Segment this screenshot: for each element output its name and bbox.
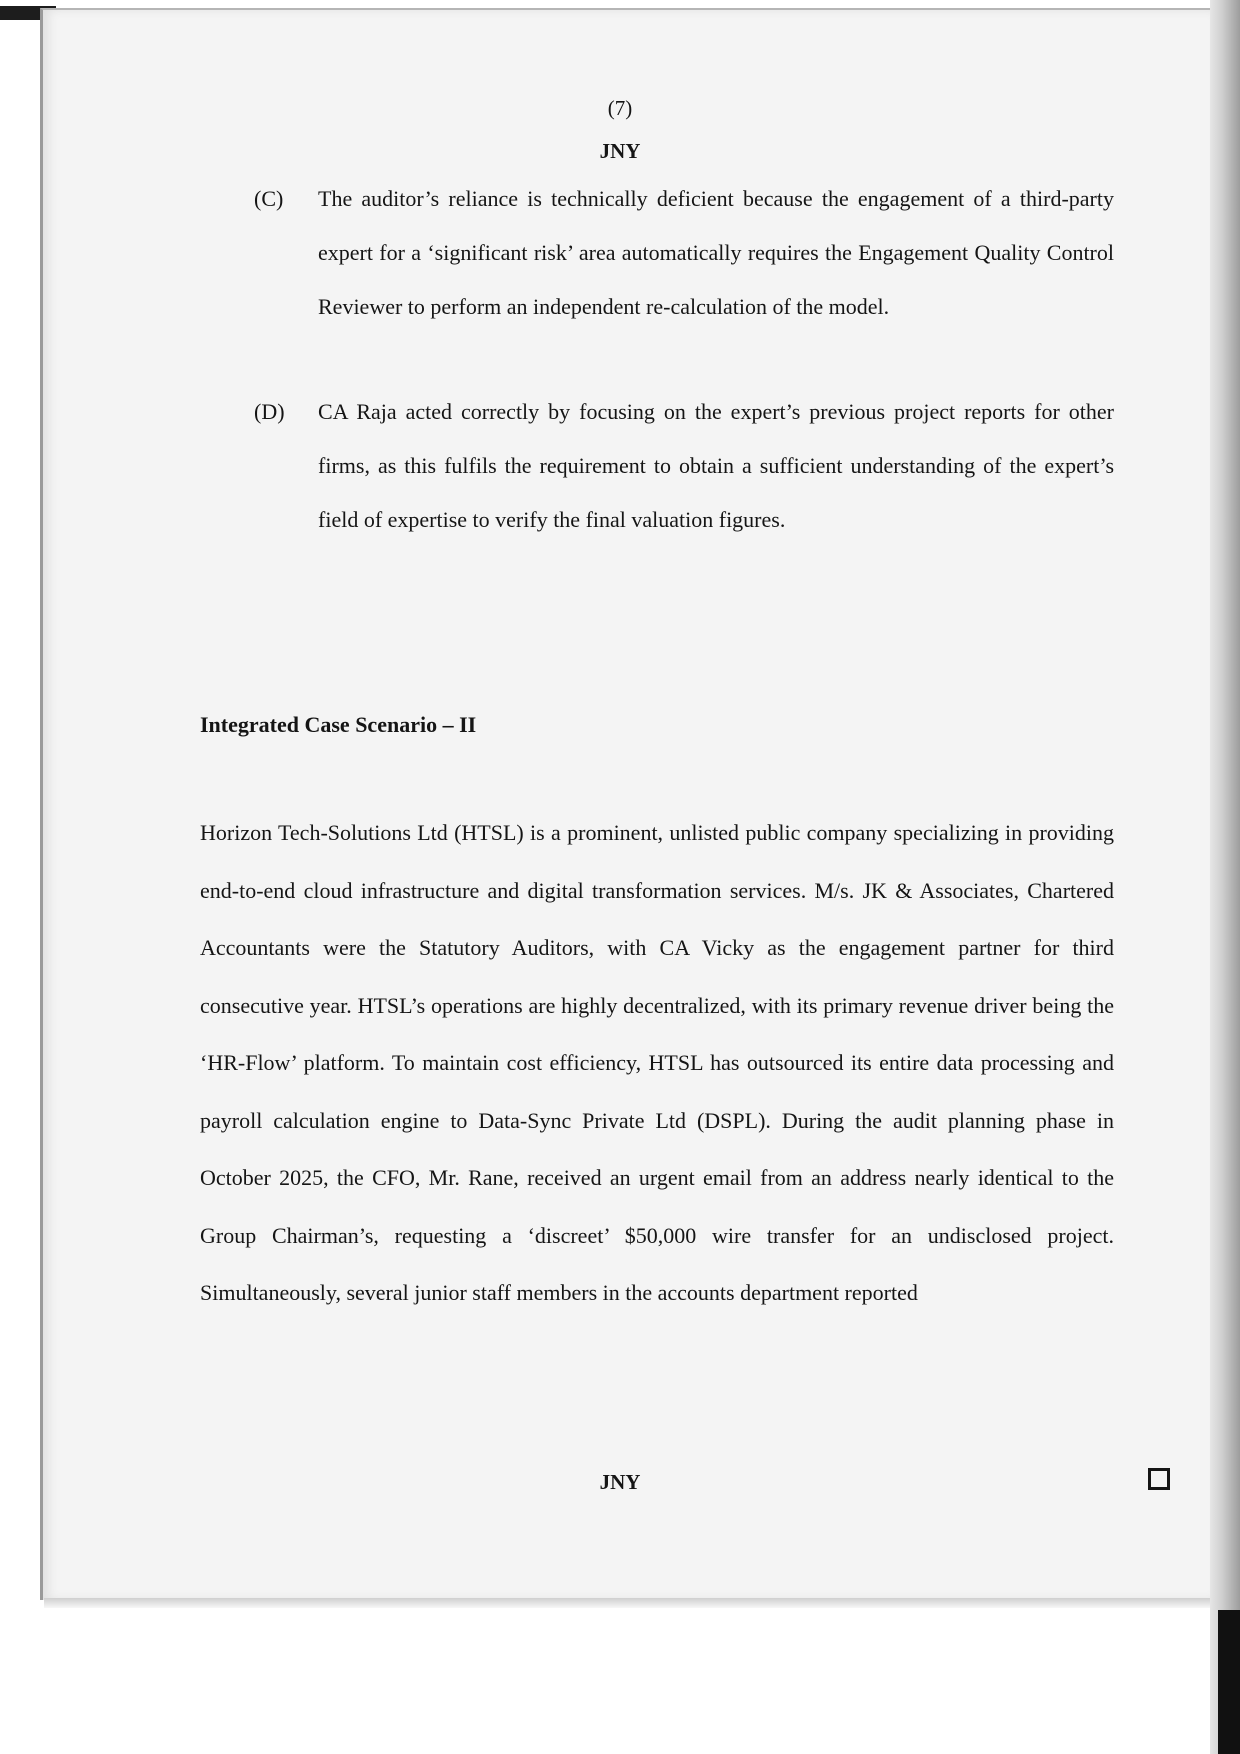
header-code: JNY — [599, 139, 641, 163]
page-number: (7) — [607, 96, 633, 120]
page-corner-box-icon — [1148, 1468, 1170, 1490]
option-text: CA Raja acted correctly by focusing on the expert’s previous project reports for other firms, as this fulfils the requirement to obtain a sufficient understanding of the expert’s field of expertise to verify the final valuation figures. — [318, 399, 1114, 532]
option-letter: (C) — [254, 186, 284, 211]
page-bottom-edge — [44, 1598, 1210, 1608]
footer-code: JNY — [599, 1470, 641, 1494]
answer-option-d — [256, 385, 1114, 547]
section-heading: Integrated Case Scenario – II — [200, 712, 477, 737]
option-text: The auditor’s reliance is technically deficient because the engagement of a third-party expert for a ‘significant risk’ area automatically requires the Engagement Quality Control Reviewer to perform an independent re-calculation of the model. — [318, 186, 1114, 319]
case-scenario-paragraph: Horizon Tech-Solutions Ltd (HTSL) is a prominent, unlisted public company specializing in providing end-to-end cloud infrastructure and digital transformation services. M/s. JK & Associates, Chartered Accountants were the Statutory Auditors, with CA Vicky as the engagement partner for third consecutive year. HTSL’s operations are highly decentralized, with its primary revenue driver being the ‘HR-Flow’ platform. To maintain cost efficiency, HTSL has outsourced its entire data processing and payroll calculation engine to Data-Sync Private Ltd (DSPL). During the audit planning phase in October 2025, the CFO, Mr. Rane, received an urgent email from an address nearly identical to the Group Chairman’s, requesting a ‘discreet’ $50,000 wire transfer for an undisclosed project. Simultaneously, several junior staff members in the accounts department reported — [200, 820, 1114, 1305]
option-letter: (D) — [254, 399, 285, 424]
scan-dark-edge — [1218, 1610, 1240, 1754]
answer-option-c — [256, 172, 1114, 334]
